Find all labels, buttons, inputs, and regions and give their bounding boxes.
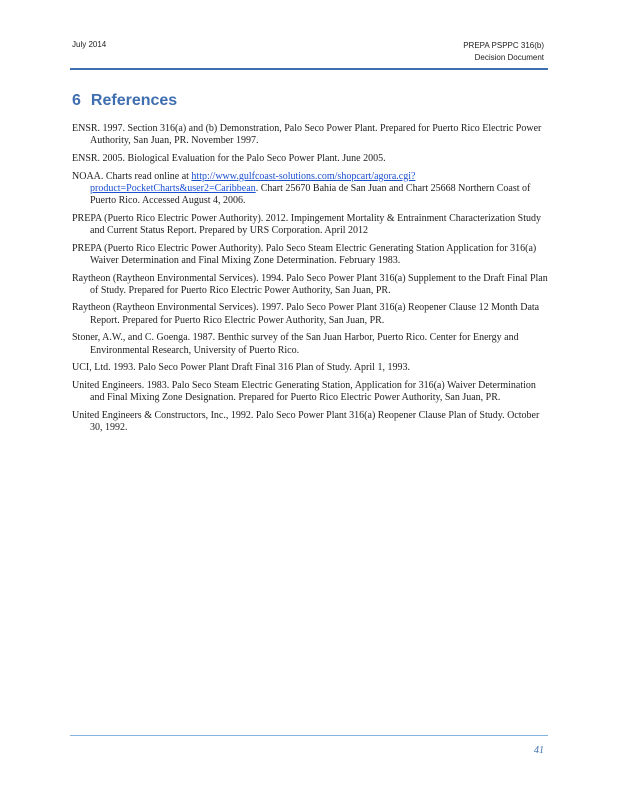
reference-item: ENSR. 1997. Section 316(a) and (b) Demonstration, Palo Seco Power Plant. Prepared for Puerto Rico Electric Power Authority, San Juan, PR. November 1997. xyxy=(72,123,542,147)
header-divider xyxy=(70,68,548,70)
section-number: 6 xyxy=(72,92,81,109)
header-doc-title: PREPA PSPPC 316(b) xyxy=(463,41,544,50)
reference-text: . Chart 25670 Bahia de San Juan and Chart 25668 Northern Coast of Puerto Rico. Accessed August 4, 2006. xyxy=(90,182,531,207)
reference-item: Raytheon (Raytheon Environmental Services). 1997. Palo Seco Power Plant 316(a) Reopener Clause 12 Month Data Report. Prepared for Puerto Rico Electric Power Authority, San Juan, PR. xyxy=(72,302,540,326)
reference-item: UCI, Ltd. 1993. Palo Seco Power Plant Draft Final 316 Plan of Study. April 1, 1993. xyxy=(72,362,410,374)
section-heading xyxy=(72,92,177,110)
reference-item: ENSR. 2005. Biological Evaluation for the Palo Seco Power Plant. June 2005. xyxy=(72,152,386,164)
header-date: July 2014 xyxy=(72,40,107,49)
header-doc-subtitle: Decision Document xyxy=(474,53,544,62)
reference-item: Stoner, A.W., and C. Goenga. 1987. Benthic survey of the San Juan Harbor, Puerto Rico. Center for Energy and Environmental Research, University of Puerto Rico. xyxy=(72,332,519,356)
page-number: 41 xyxy=(534,745,544,756)
reference-list xyxy=(72,123,548,440)
reference-link[interactable]: http://www.gulfcoast-solutions.com/shopcart/agora.cgi?product=PocketCharts&user2=Caribbean xyxy=(90,170,416,194)
reference-item: United Engineers. 1983. Palo Seco Steam Electric Generating Station, Application for 316(a) Waiver Determination and Final Mixing Zone Designation. Prepared for Puerto Rico Electric Power Authority, San Juan, PR. xyxy=(72,379,536,404)
reference-item xyxy=(72,171,548,208)
reference-item: United Engineers & Constructors, Inc., 1992. Palo Seco Power Plant 316(a) Reopener Clause Plan of Study. October 30, 1992. xyxy=(72,409,540,434)
reference-item: PREPA (Puerto Rico Electric Power Authority). Palo Seco Steam Electric Generating Station Application for 316(a) Waiver Determination and Final Mixing Zone Determination. February 1983. xyxy=(72,242,537,266)
reference-item: PREPA (Puerto Rico Electric Power Authority). 2012. Impingement Mortality & Entrainment Characterization Study and Current Status Report. Prepared by URS Corporation. April 2012 xyxy=(72,212,541,236)
reference-item: Raytheon (Raytheon Environmental Services). 1994. Palo Seco Power Plant 316(a) Supplement to the Draft Final Plan of Study. Prepared for Puerto Rico Electric Power Authority, San Juan, PR. xyxy=(72,272,548,296)
header-document-info xyxy=(463,40,544,64)
reference-text: NOAA. Charts read online at xyxy=(72,170,192,182)
section-title: References xyxy=(90,92,178,109)
footer-divider xyxy=(70,735,548,736)
